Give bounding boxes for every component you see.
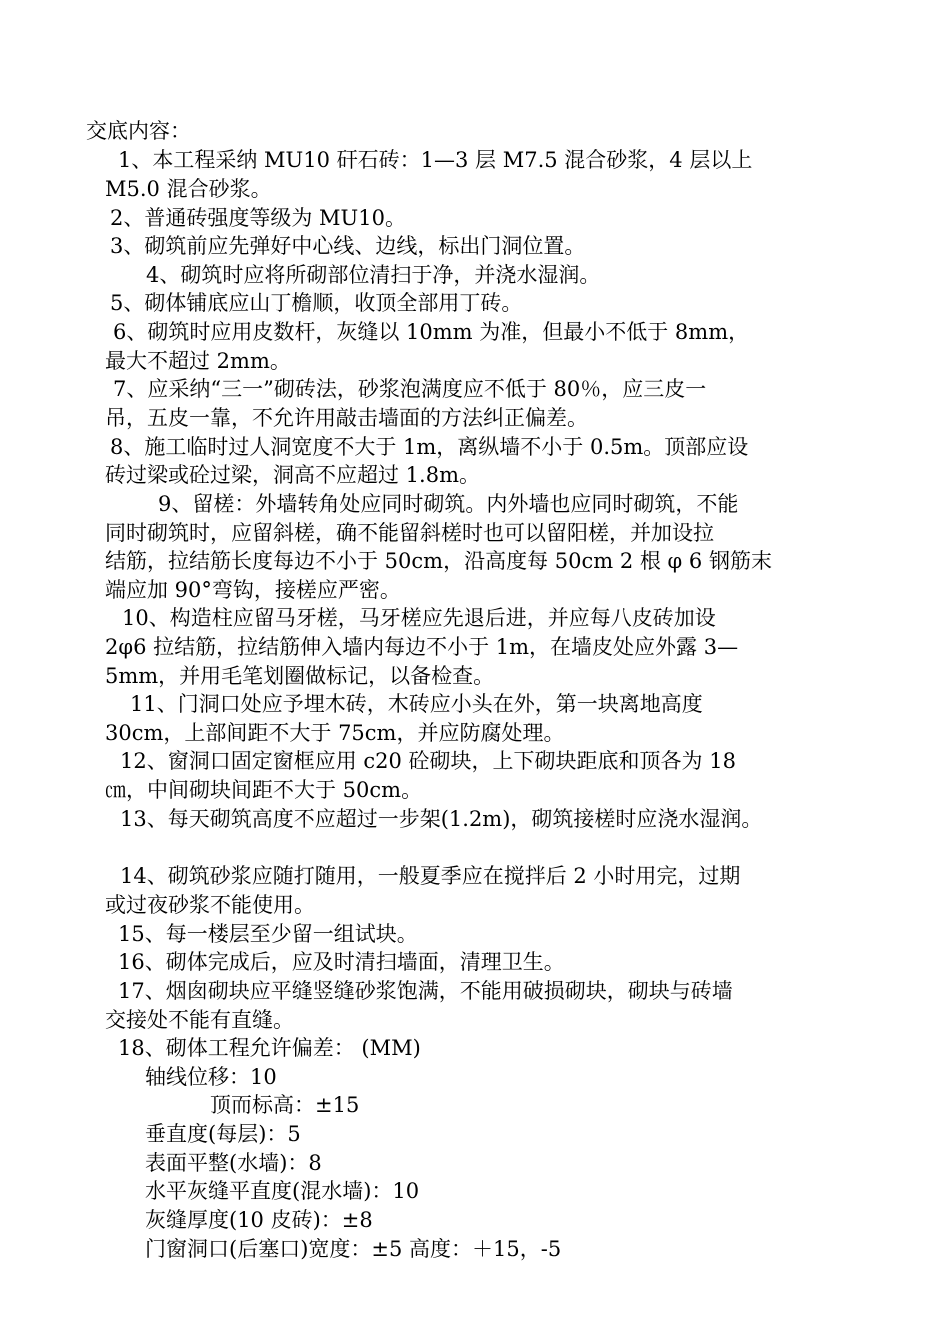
tolerance-joint-thickness: 灰缝厚度(10 皮砖)：±8 bbox=[145, 1208, 373, 1232]
item-10-line-3: 5mm，并用毛笔划圈做标记，以备检查。 bbox=[105, 664, 495, 688]
item-3: 3、砌筑前应先弹好中心线、边线，标出门洞位置。 bbox=[110, 234, 586, 258]
item-16: 16、砌体完成后，应及时清扫墙面，清理卫生。 bbox=[118, 950, 565, 974]
item-1-line-2: M5.0 混合砂浆。 bbox=[105, 177, 272, 201]
item-12-line-1: 12、窗洞口固定窗框应用 c20 砼砌块，上下砌块距底和顶各为 18 bbox=[120, 749, 736, 773]
item-17-line-1: 17、烟囱砌块应平缝竖缝砂浆饱满，不能用破损砌块，砌块与砖墙 bbox=[118, 979, 733, 1003]
item-11-line-1: 11、门洞口处应予埋木砖，木砖应小头在外，第一块离地高度 bbox=[130, 692, 703, 716]
tolerance-axis-offset: 轴线位移：10 bbox=[145, 1065, 277, 1089]
item-11-line-2: 30cm，上部间距不大于 75cm，并应防腐处理。 bbox=[105, 721, 565, 745]
item-4: 4、砌筑时应将所砌部位清扫于净，并浇水湿润。 bbox=[146, 263, 601, 287]
item-6-line-1: 6、砌筑时应用皮数杆，灰缝以 10mm 为准，但最小不低于 8mm， bbox=[113, 320, 750, 344]
item-8-line-1: 8、施工临时过人洞宽度不大于 1m，离纵墙不小于 0.5m。顶部应设 bbox=[110, 435, 749, 459]
item-18-heading: 18、砌体工程允许偏差： (MM) bbox=[118, 1036, 421, 1060]
tolerance-joint-straightness: 水平灰缝平直度(混水墙)：10 bbox=[145, 1179, 420, 1203]
item-10-line-2: 2φ6 拉结筋，拉结筋伸入墙内每边不小于 1m，在墙皮处应外露 3— bbox=[105, 635, 739, 659]
item-12-line-2: ㎝，中间砌块间距不大于 50cm。 bbox=[105, 778, 423, 802]
item-9-line-2: 同时砌筑时，应留斜槎，确不能留斜槎时也可以留阳槎，并加设拉 bbox=[105, 521, 714, 545]
tolerance-opening-size: 门窗洞口(后塞口)宽度：±5 高度：＋15，-5 bbox=[145, 1237, 562, 1261]
item-2: 2、普通砖强度等级为 MU10。 bbox=[110, 206, 406, 230]
item-8-line-2: 砖过梁或砼过梁，洞高不应超过 1.8m。 bbox=[105, 463, 480, 487]
item-14-line-1: 14、砌筑砂浆应随打随用，一般夏季应在搅拌后 2 小时用完，过期 bbox=[120, 864, 741, 888]
item-9-line-1: 9、留槎：外墙转角处应同时砌筑。内外墙也应同时砌筑，不能 bbox=[158, 492, 739, 516]
item-9-line-4: 端应加 90°弯钩，接槎应严密。 bbox=[105, 578, 401, 602]
section-heading: 交底内容： bbox=[86, 119, 191, 143]
item-6-line-2: 最大不超过 2mm。 bbox=[105, 349, 291, 373]
item-1-line-1: 1、本工程采纳 MU10 矸石砖：1—3 层 M7.5 混合砂浆，4 层以上 bbox=[118, 148, 753, 172]
item-14-line-2: 或过夜砂浆不能使用。 bbox=[105, 893, 315, 917]
tolerance-top-elevation: 顶而标高：±15 bbox=[210, 1093, 360, 1117]
item-13: 13、每天砌筑高度不应超过一步架(1.2m)，砌筑接槎时应浇水湿润。 bbox=[120, 807, 763, 831]
item-7-line-2: 吊，五皮一靠，不允许用敲击墙面的方法纠正偏差。 bbox=[105, 406, 588, 430]
item-7-line-1: 7、应采纳“三一”砌砖法，砂浆泡满度应不低于 80％，应三皮一 bbox=[113, 377, 707, 401]
item-15: 15、每一楼层至少留一组试块。 bbox=[118, 922, 418, 946]
tolerance-verticality: 垂直度(每层)：5 bbox=[145, 1122, 301, 1146]
tolerance-surface-flatness: 表面平整(水墙)：8 bbox=[145, 1151, 322, 1175]
item-5: 5、砌体铺底应山丁檐顺，收顶全部用丁砖。 bbox=[110, 291, 523, 315]
item-10-line-1: 10、构造柱应留马牙槎，马牙槎应先退后进，并应每八皮砖加设 bbox=[122, 606, 716, 630]
item-9-line-3: 结筋，拉结筋长度每边不小于 50cm，沿高度每 50cm 2 根 φ 6 钢筋末 bbox=[105, 549, 772, 573]
item-17-line-2: 交接处不能有直缝。 bbox=[105, 1008, 294, 1032]
